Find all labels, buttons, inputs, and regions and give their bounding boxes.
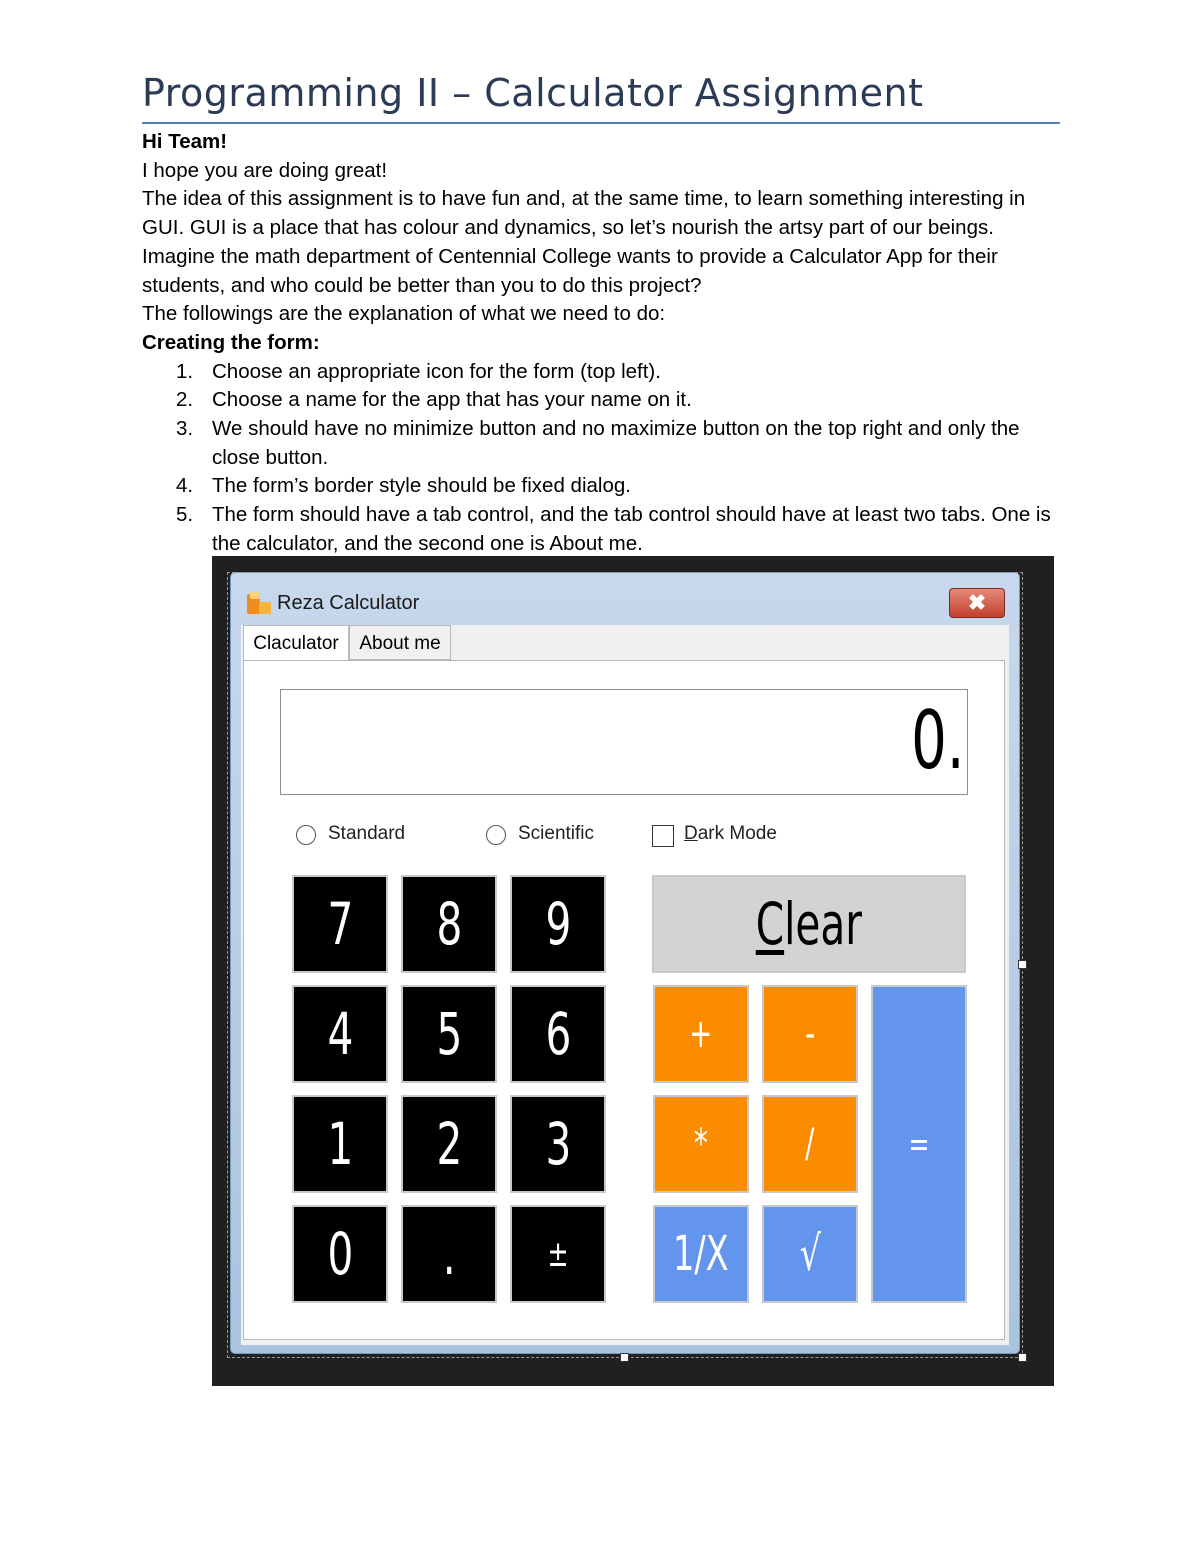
standard-radio[interactable]	[296, 825, 316, 845]
equals-button[interactable]: =	[871, 985, 967, 1303]
key-9[interactable]: 9	[510, 875, 606, 973]
standard-label: Standard	[328, 823, 406, 844]
key-plus-minus[interactable]: ±	[510, 1205, 606, 1303]
key-3[interactable]: 3	[510, 1095, 606, 1193]
dark-mode-label	[684, 822, 777, 846]
calculator-tab-page	[243, 660, 1005, 1340]
tab-calculator[interactable]: Claculator	[243, 625, 349, 662]
sqrt-button[interactable]: √	[762, 1205, 858, 1303]
calculator-window	[230, 572, 1020, 1354]
calculator-app-icon	[247, 592, 271, 614]
list-item	[142, 358, 1062, 387]
list-number: 5.	[176, 503, 194, 527]
list-item	[142, 501, 1062, 558]
greeting: Hi Team!	[142, 130, 228, 153]
list-item	[142, 472, 1062, 501]
list-text: Choose an appropriate icon for the form (top left).	[212, 359, 661, 383]
dark-mode-mnemonic: D	[684, 823, 698, 844]
tab-about-me[interactable]: About me	[349, 625, 451, 660]
close-button[interactable]: ✖	[949, 588, 1005, 618]
list-text: We should have no minimize button and no maximize button on the top right and only the close button.	[212, 417, 1020, 469]
list-item	[142, 386, 1062, 415]
subtract-button[interactable]: -	[762, 985, 858, 1083]
list-text: The form’s border style should be fixed dialog.	[212, 474, 631, 498]
key-7[interactable]: 7	[292, 875, 388, 973]
tab-control	[241, 625, 1009, 1345]
list-text: Choose a name for the app that has your name on it.	[212, 388, 692, 412]
dark-mode-checkbox[interactable]	[652, 825, 674, 847]
scientific-radio[interactable]	[486, 825, 506, 845]
list-number: 1.	[176, 359, 194, 383]
requirements-list	[142, 358, 1062, 559]
key-8[interactable]: 8	[401, 875, 497, 973]
document-body	[142, 128, 1062, 559]
window-title: Reza Calculator	[277, 592, 420, 614]
list-text: The form should have a tab control, and the tab control should have at least two tabs. One is the calculator, and the second one is About me.	[212, 503, 1051, 555]
paragraph-intro: I hope you are doing great!	[142, 158, 388, 182]
key-0[interactable]: 0	[292, 1205, 388, 1303]
calculator-screenshot	[212, 556, 1054, 1386]
key-5[interactable]: 5	[401, 985, 497, 1083]
calculator-display	[280, 689, 968, 795]
key-6[interactable]: 6	[510, 985, 606, 1083]
list-number: 4.	[176, 474, 194, 498]
resize-handle-bottom-right[interactable]	[1018, 1353, 1027, 1362]
resize-handle-right[interactable]	[1018, 960, 1027, 969]
reciprocal-button[interactable]: 1/X	[653, 1205, 749, 1303]
key-4[interactable]: 4	[292, 985, 388, 1083]
paragraph-followings: The followings are the explanation of what we need to do:	[142, 302, 666, 326]
scientific-label: Scientific	[518, 823, 595, 844]
list-item	[142, 415, 1062, 472]
divide-button[interactable]: /	[762, 1095, 858, 1193]
dark-mode-label-rest: ark Mode	[697, 823, 777, 844]
document-title: Programming II – Calculator Assignment	[142, 68, 1060, 124]
multiply-button[interactable]: *	[653, 1095, 749, 1193]
list-number: 2.	[176, 388, 194, 412]
paragraph-idea: The idea of this assignment is to have fun and, at the same time, to learn something interesting in GUI. GUI is a place that has colour and dynamics, so let’s nourish the artsy part of our beings. Imagine the math department of Centennial College wants to provide a Calculator App for their students, and who could be better than you to do this project?	[142, 187, 1026, 297]
add-button[interactable]: +	[653, 985, 749, 1083]
resize-handle-bottom[interactable]	[620, 1353, 629, 1362]
section-heading: Creating the form:	[142, 330, 320, 354]
key-1[interactable]: 1	[292, 1095, 388, 1193]
key-decimal[interactable]: .	[401, 1205, 497, 1303]
key-2[interactable]: 2	[401, 1095, 497, 1193]
display-value: 0.	[911, 694, 965, 787]
list-number: 3.	[176, 417, 194, 441]
clear-button[interactable]: Clear	[652, 875, 966, 973]
